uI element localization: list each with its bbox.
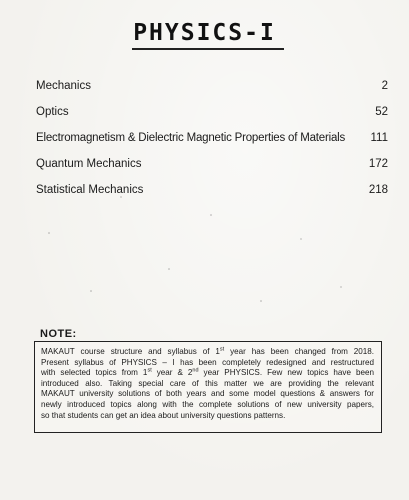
note-text-line xyxy=(41,347,374,358)
toc-entry xyxy=(36,80,388,106)
note-box xyxy=(34,341,382,433)
title-underline xyxy=(132,48,284,50)
note-text-line xyxy=(41,368,374,379)
page-title: PHYSICS-I xyxy=(133,20,276,46)
toc-page-number: 52 xyxy=(375,106,388,118)
toc-topic: Quantum Mechanics xyxy=(36,158,142,170)
paper-speck xyxy=(168,268,170,270)
note-text: newly introduced topics along with the complete solutions of new university papers, xyxy=(41,399,374,409)
paper-speck xyxy=(340,286,342,288)
ordinal-suffix: st xyxy=(219,346,225,353)
toc-entry xyxy=(36,106,388,132)
note-text: Present syllabus of PHYSICS – I has been completely redesigned and restructured xyxy=(41,357,374,367)
paper-speck xyxy=(120,196,122,198)
table-of-contents xyxy=(36,80,388,210)
toc-topic: Electromagnetism & Dielectric Magnetic Properties of Materials xyxy=(36,132,346,144)
note-text: so that students can get an idea about university questions patterns. xyxy=(41,410,286,420)
paper-speck xyxy=(48,232,50,234)
ordinal-suffix: st xyxy=(147,367,152,374)
note-text-line xyxy=(41,358,374,369)
toc-topic: Mechanics xyxy=(36,80,91,92)
toc-topic: Statistical Mechanics xyxy=(36,184,144,196)
note-text: introduced also. Taking special care of this matter we are providing the relevant xyxy=(41,378,374,388)
toc-topic: Optics xyxy=(36,106,69,118)
note-text: MAKAUT university solutions of both years and some model questions & answers for xyxy=(41,389,374,399)
note-text: year PHYSICS. Few new topics have been xyxy=(198,368,374,378)
toc-entry xyxy=(36,184,388,210)
note-text: MAKAUT course structure and syllabus of 1 xyxy=(41,347,220,356)
toc-page-number: 2 xyxy=(381,80,388,92)
paper-speck xyxy=(300,238,302,240)
note-text-line xyxy=(41,379,374,390)
note-text-line xyxy=(41,400,374,411)
paper-speck xyxy=(90,290,92,292)
note-text: year has been changed from 2018. xyxy=(224,347,374,356)
toc-page-number: 172 xyxy=(368,158,388,170)
note-text-line xyxy=(41,389,374,400)
paper-speck xyxy=(260,300,262,302)
toc-entry xyxy=(36,158,388,184)
note-text-line xyxy=(41,411,374,422)
note-text: year & 2 xyxy=(151,368,193,378)
note-heading: NOTE: xyxy=(40,328,77,340)
toc-page-number: 218 xyxy=(368,184,388,196)
note-text: with selected topics from 1 xyxy=(41,368,148,378)
toc-page-number: 111 xyxy=(370,132,388,144)
toc-entry xyxy=(36,132,388,158)
paper-speck xyxy=(210,214,212,216)
ordinal-suffix: nd xyxy=(192,367,199,374)
